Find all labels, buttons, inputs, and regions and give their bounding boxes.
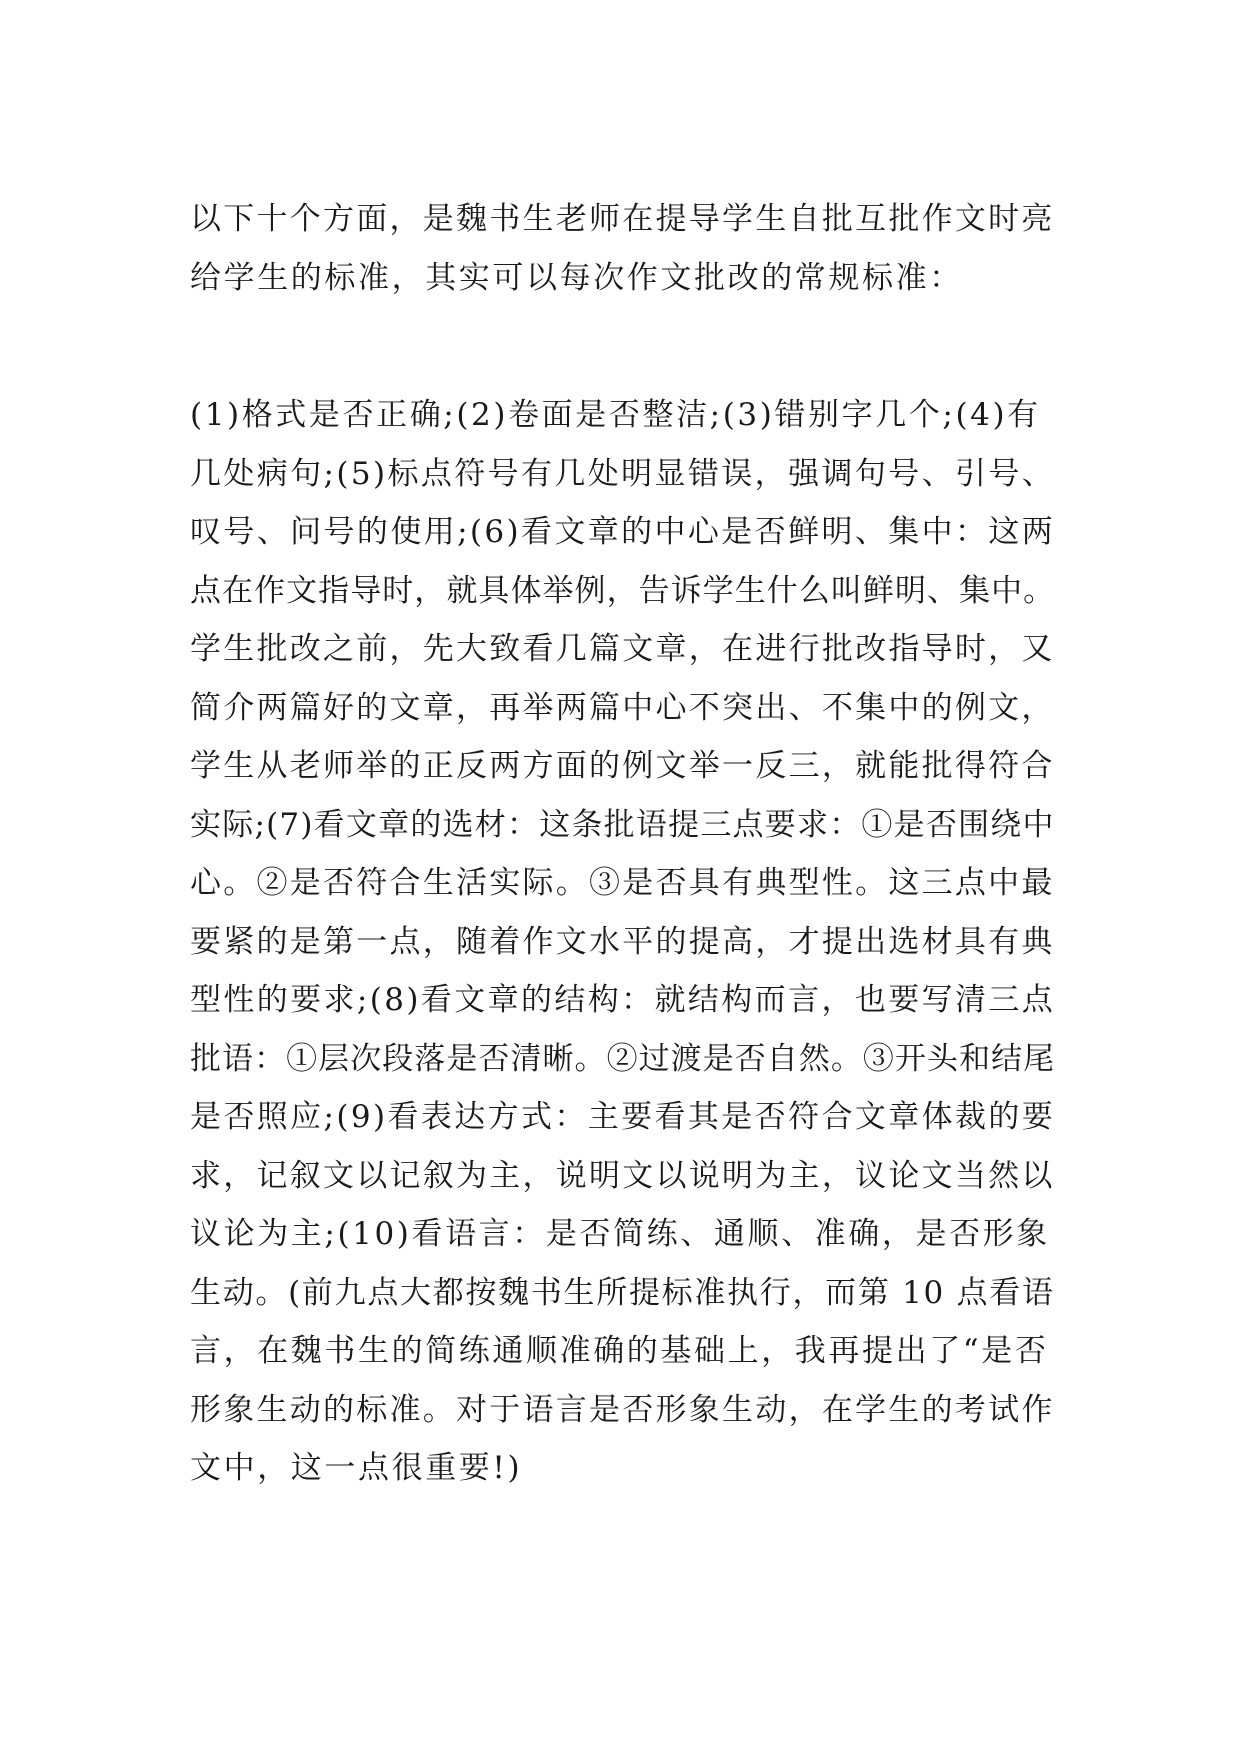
text-line: 言，在魏书生的简练通顺准确的基础上，我再提出了“是否 <box>190 1333 1049 1369</box>
paragraph-criteria <box>190 386 1055 1498</box>
text-line: 求，记叙文以记叙为主，说明文以说明为主，议论文当然以 <box>190 1157 1055 1194</box>
text-line: (1)格式是否正确;(2)卷面是否整洁;(3)错别字几个;(4)有 <box>190 397 1041 433</box>
paragraph-intro <box>190 190 1055 307</box>
text-line: 批语：①层次段落是否清晰。②过渡是否自然。③开头和结尾 <box>190 1040 1056 1077</box>
text-line: 实际;(7)看文章的选材：这条批语提三点要求：①是否围绕中 <box>190 806 1055 843</box>
document-body <box>190 190 1055 1498</box>
text-line: 学生从老师举的正反两方面的例文举一反三，就能批得符合 <box>190 748 1055 784</box>
text-line: 形象生动的标准。对于语言是否形象生动，在学生的考试作 <box>190 1391 1055 1428</box>
text-line: 几处病句;(5)标点符号有几处明显错误，强调句号、引号、 <box>190 455 1056 492</box>
text-line: 型性的要求;(8)看文章的结构：就结构而言，也要写清三点 <box>190 982 1056 1018</box>
text-line: 生动。(前九点大都按魏书生所提标准执行，而第 10 点看语 <box>190 1274 1055 1311</box>
text-line: 给学生的标准，其实可以每次作文批改的常规标准： <box>190 259 963 296</box>
text-line: 简介两篇好的文章，再举两篇中心不突出、不集中的例文， <box>190 689 1055 726</box>
text-line: 叹号、问号的使用;(6)看文章的中心是否鲜明、集中：这两 <box>190 514 1056 550</box>
text-line: 议论为主;(10)看语言：是否简练、通顺、准确，是否形象 <box>190 1216 1050 1252</box>
text-line: 点在作文指导时，就具体举例，告诉学生什么叫鲜明、集中。 <box>190 572 1056 609</box>
text-line: 要紧的是第一点，随着作文水平的提高，才提出选材具有典 <box>190 923 1055 960</box>
text-line: 以下十个方面，是魏书生老师在提导学生自批互批作文时亮 <box>190 201 1055 237</box>
paragraph-spacer <box>190 307 1055 386</box>
text-line: 文中，这一点很重要!) <box>190 1450 523 1486</box>
text-line: 学生批改之前，先大致看几篇文章，在进行批改指导时，又 <box>190 631 1055 667</box>
text-line: 心。②是否符合生活实际。③是否具有典型性。这三点中最 <box>190 865 1055 901</box>
text-line: 是否照应;(9)看表达方式：主要看其是否符合文章体裁的要 <box>190 1099 1056 1135</box>
